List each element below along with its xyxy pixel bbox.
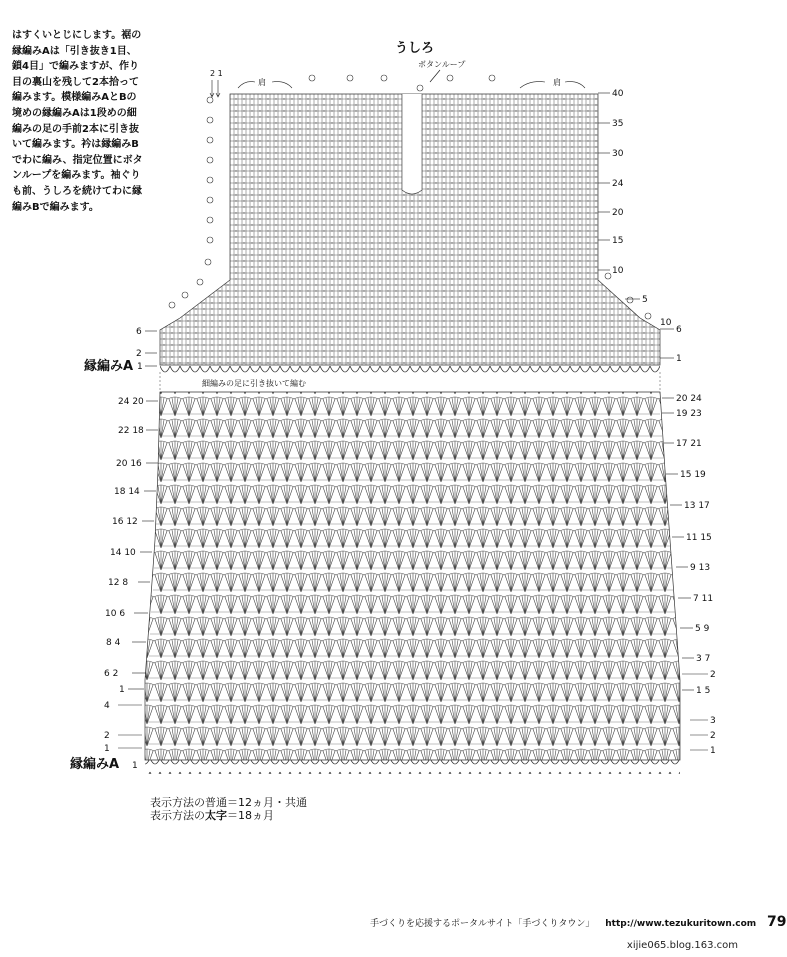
page-number: 79 [767,914,787,930]
row-label: 1 [710,746,716,756]
row-label: 11 15 [686,533,712,543]
row-label: 30 [612,149,624,159]
row-label: 1 5 [696,686,711,696]
row-label: 1 [137,362,143,372]
row-label: 2 [104,731,110,741]
row-label: 2 [136,349,142,359]
edging-a-row-lower: 1 [132,761,138,771]
instruction-line: 編みます。模様編みAとBの [12,92,137,104]
watermark: xijie065.blog.163.com [626,940,738,951]
page-footer [370,914,787,930]
row-label: 18 14 [114,487,140,497]
row-label: 17 21 [676,439,702,449]
button-loop-label: ボタンループ [418,60,466,69]
row-label: 20 [612,208,624,218]
instruction-line: はすくいとじにします。裾の [12,30,142,41]
row-label: 14 10 [110,548,136,558]
row-label: 2 [710,670,716,680]
row-label: 6 2 [104,669,119,679]
instruction-line: も前、うしろを続けてわに縁 [12,185,142,197]
start-arrows [210,80,220,97]
row-label: 3 7 [696,654,711,664]
legend-line-2-suffix: ＝18ヵ月 [227,809,274,822]
legend-line-1: 表示方法の普通＝12ヵ月・共通 [150,796,307,809]
legend-line-2-prefix: 表示方法の [150,809,205,822]
instruction-line: でわに編み、指定位置にボタ [12,154,143,166]
shoulder-label-right: 肩 [553,78,561,87]
row-label: 9 13 [690,563,711,573]
row-label: 15 19 [680,470,706,480]
top-left-counts: 2 1 [210,69,223,78]
row-label: 1 [104,744,110,754]
row-label: 24 [612,179,624,189]
row-label: 40 [612,89,624,99]
row-label: 22 18 [118,426,144,436]
button-loop-leader [430,70,440,82]
legend-line-2 [150,809,307,822]
row-label: 35 [612,119,624,129]
edging-a-label-upper: 縁編みA [84,359,134,374]
instruction-line: ンループを編みます。袖ぐり [12,170,141,182]
row-label: 5 9 [695,624,710,634]
row-label: 24 20 [118,397,144,407]
row-label: 7 11 [693,594,714,604]
instruction-line: 目の裏山を残して2本拾って [12,76,139,88]
slip-stitch-note: 細編みの足に引き抜いて編む [202,379,306,388]
row-label: 15 [612,236,624,246]
diagram-title: うしろ [395,41,435,56]
row-label: 20 24 [676,394,702,404]
instruction-line: いて編みます。衿は縁編みB [12,139,139,151]
row-label: 8 4 [106,638,121,648]
body-panel [145,392,680,760]
footer-url[interactable]: http://www.tezukuritown.com [605,919,757,929]
row-label: 6 [136,327,142,337]
shoulder-label-left: 肩 [258,78,266,87]
row-label: 10 [612,266,624,276]
instruction-line: 編みの足の手前2本に引き抜 [12,123,139,135]
row-label: 3 [710,716,716,726]
row-label: 5 [642,295,648,305]
legend [150,796,307,822]
instruction-line: 境めの縁編みAは1段めの細 [12,107,137,119]
row-label: 20 16 [116,459,142,469]
instruction-line: 縁編みAは「引き抜き1目、 [12,45,137,57]
row-label: 12 8 [108,578,129,588]
edging-a-lower [145,760,680,774]
row-label: 16 12 [112,517,138,527]
edging-a-upper [160,365,660,377]
neck-opening [402,94,422,194]
instruction-line: 編みBで編みます。 [12,201,99,213]
row-label: 13 17 [684,501,710,511]
edging-a-label-lower: 縁編みA [70,757,120,772]
row-label: 4 [104,701,110,711]
row-label: 10 6 [105,609,126,619]
legend-bold-term: 太字 [205,809,227,822]
row-label: 6 [676,325,682,335]
row-label: 1 [676,354,682,364]
footer-portal-text: 手づくりを応援するポータルサイト「手づくりタウン」 [370,919,595,929]
row-label: 10 [660,318,672,328]
shoulder-edging [309,75,495,91]
instruction-line: 鎖4目」で編みますが、作り [12,61,139,73]
armhole-edging-left [169,97,213,308]
row-label: 19 23 [676,409,702,419]
row-label: 2 [710,731,716,741]
upper-left-arrows [145,331,157,366]
row-label: 1 [119,685,125,695]
